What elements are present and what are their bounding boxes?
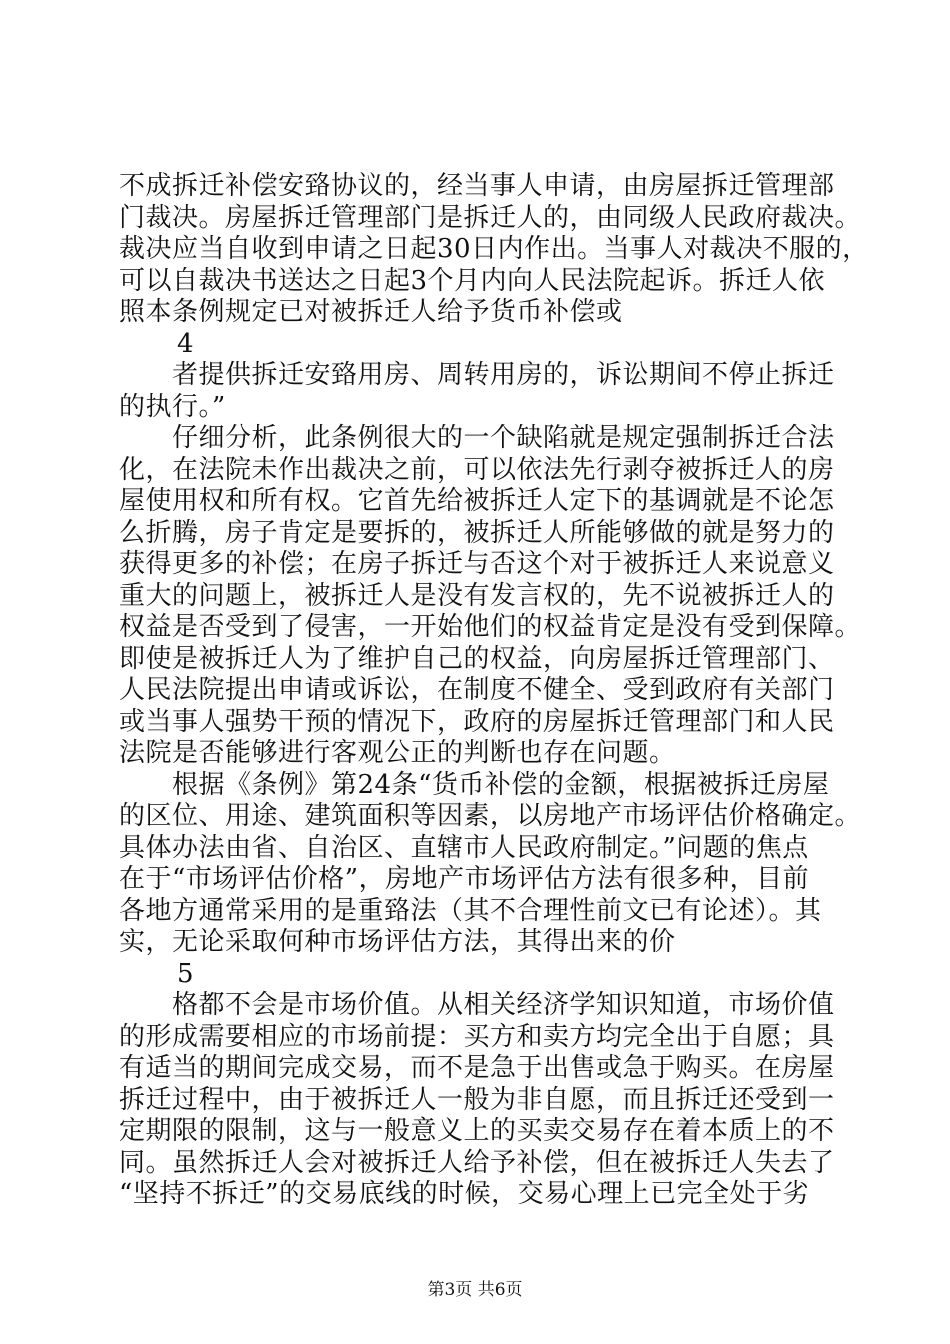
text-line: 即使是被拆迁人为了维护自己的权益，向房屋拆迁管理部门、	[119, 643, 835, 674]
text-line: 裁决应当自收到申请之日起30日内作出。当事人对裁决不服的，	[119, 234, 869, 264]
text-line: 有适当的期间完成交易，而不是急于出售或急于购买。在房屋	[119, 1053, 835, 1083]
text-line: 可以自裁决书送达之日起3个月内向人民法院起诉。拆迁人依	[119, 265, 826, 296]
text-line: 人民法院提出申请或诉讼，在制度不健全、受到政府有关部门	[119, 675, 835, 705]
text-line: 定期限的限制，这与一般意义上的买卖交易存在着本质上的不	[119, 1116, 835, 1146]
text-line: 具体办法由省、自治区、直辖市人民政府制定。”问题的焦点	[119, 832, 809, 863]
text-line: 的区位、用途、建筑面积等因素，以房地产市场评估价格确定。	[119, 801, 862, 831]
body-text	[119, 171, 869, 1211]
text-line: 各地方通常采用的是重臵法（其不合理性前文已有论述）。其	[119, 895, 822, 926]
text-line: 的执行。”	[119, 391, 226, 422]
text-line: 门裁决。房屋拆迁管理部门是拆迁人的，由同级人民政府裁决。	[119, 202, 862, 233]
text-line: 根据《条例》第24条“货币补偿的金额，根据被拆迁房屋	[119, 769, 830, 800]
text-line: 实，无论采取何种市场评估方法，其得出来的价	[119, 927, 676, 957]
text-line: 屋使用权和所有权。它首先给被拆迁人定下的基调就是不论怎	[119, 486, 835, 516]
text-line: 仔细分析，此条例很大的一个缺陷就是规定强制拆迁合法	[119, 423, 835, 453]
text-line: 者提供拆迁安臵用房、周转用房的，诉讼期间不停止拆迁	[119, 360, 835, 390]
page-footer: 第3页 共6页	[427, 1280, 523, 1300]
text-line: 获得更多的补偿；在房子拆迁与否这个对于被拆迁人来说意义	[119, 549, 835, 579]
text-line: 法院是否能够进行客观公正的判断也存在问题。	[119, 738, 676, 768]
inline-page-number: 4	[177, 328, 195, 359]
text-line: 重大的问题上，被拆迁人是没有发言权的，先不说被拆迁人的	[119, 580, 835, 611]
text-line: 照本条例规定已对被拆迁人给予货币补偿或	[119, 297, 623, 327]
text-line: 或当事人强势干预的情况下，政府的房屋拆迁管理部门和人民	[119, 706, 835, 737]
inline-page-number: 5	[177, 958, 195, 989]
text-line: “坚持不拆迁”的交易底线的时候，交易心理上已完全处于劣	[119, 1179, 810, 1209]
text-line: 格都不会是市场价值。从相关经济学知识知道，市场价值	[119, 990, 835, 1020]
text-line: 的形成需要相应的市场前提：买方和卖方均完全出于自愿；具	[119, 1021, 835, 1052]
text-line: 不成拆迁补偿安臵协议的，经当事人申请，由房屋拆迁管理部	[119, 171, 835, 201]
text-line: 么折腾，房子肯定是要拆的，被拆迁人所能够做的就是努力的	[119, 517, 835, 548]
text-line: 权益是否受到了侵害，一开始他们的权益肯定是没有受到保障。	[119, 612, 862, 642]
text-line: 同。虽然拆迁人会对被拆迁人给予补偿，但在被拆迁人失去了	[119, 1147, 835, 1178]
text-line: 拆迁过程中，由于被拆迁人一般为非自愿，而且拆迁还受到一	[119, 1084, 835, 1115]
text-line: 化，在法院未作出裁决之前，可以依法先行剥夺被拆迁人的房	[119, 454, 835, 485]
text-line: 在于“市场评估价格”，房地产市场评估方法有很多种，目前	[119, 864, 810, 894]
